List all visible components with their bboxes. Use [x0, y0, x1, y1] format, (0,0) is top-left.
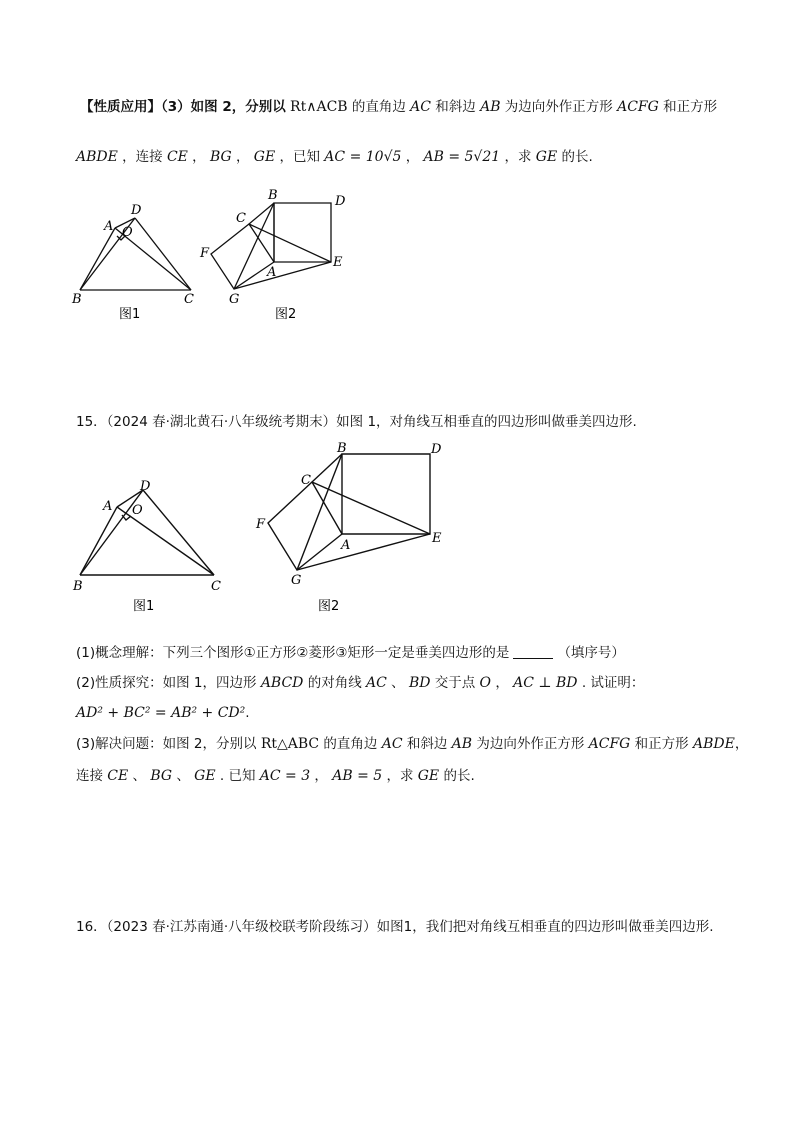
text: 的直角边	[351, 99, 406, 115]
text: .	[245, 705, 250, 721]
label-B: B	[72, 292, 82, 307]
math: AC	[410, 99, 431, 115]
text: 和斜边	[435, 99, 476, 115]
question-15-part-2	[76, 673, 644, 693]
text: ，	[236, 149, 250, 165]
label-D: D	[335, 194, 346, 209]
text: 和正方形	[634, 736, 689, 752]
label-E: E	[333, 255, 343, 270]
label-F: F	[200, 246, 210, 261]
label-G: G	[291, 573, 302, 588]
text: 和斜边	[406, 736, 448, 752]
math: GE	[417, 768, 440, 784]
text: (2)性质探究：如图 1，四边形	[76, 675, 257, 691]
math: AC	[366, 675, 387, 691]
text: 为边向外作正方形	[476, 736, 585, 752]
math: AB = 5√21	[423, 149, 501, 165]
text: ，求	[386, 768, 414, 784]
label-F: F	[256, 517, 266, 532]
question-15-part-2-equation	[76, 703, 250, 723]
math: AB	[480, 99, 501, 115]
text: 、	[391, 675, 405, 691]
text: 、	[132, 768, 147, 784]
question-15-part-3-cont	[76, 766, 475, 786]
text: ，求	[504, 149, 532, 165]
figure-caption: 图2	[275, 307, 297, 322]
label-B: B	[73, 579, 83, 594]
text: 为边向外作正方形	[504, 99, 613, 115]
math: BG	[209, 149, 232, 165]
text: ，已知	[279, 149, 320, 165]
math: AB = 5	[332, 768, 383, 784]
text: （填序号）	[557, 645, 625, 661]
figure-caption: 图2	[318, 599, 340, 614]
text: . 已知	[219, 768, 256, 784]
text: (1)概念理解：下列三个图形①正方形②菱形③矩形一定是垂美四边形的是	[76, 645, 510, 661]
text: ，	[734, 736, 749, 752]
text: . 试证明：	[581, 675, 645, 691]
figure-caption: 图1	[133, 599, 155, 614]
answer-blank[interactable]	[513, 644, 553, 659]
text: 的长.	[443, 768, 475, 784]
label-A: A	[267, 265, 277, 280]
math: GE	[535, 149, 558, 165]
text: 、	[176, 768, 190, 784]
label-O: O	[132, 503, 143, 518]
math: ACFG	[617, 99, 659, 115]
math: BG	[150, 768, 173, 784]
math: AC ⊥ BD	[513, 675, 578, 691]
text: 的对角线	[307, 675, 362, 691]
math: ABDE	[692, 736, 735, 752]
text: ，	[192, 149, 206, 165]
math: GE	[194, 768, 216, 784]
math: ABDE	[76, 149, 118, 165]
label-A: A	[103, 499, 113, 514]
label-D: D	[431, 442, 442, 457]
label-B: B	[337, 441, 347, 456]
label-A: A	[104, 219, 114, 234]
math: CE	[166, 149, 188, 165]
label-D: D	[140, 479, 151, 494]
figure-caption: 图1	[119, 307, 141, 322]
math: ABCD	[260, 675, 304, 691]
label-B: B	[268, 188, 278, 203]
math: ACFG	[588, 736, 631, 752]
math: AC = 10√5	[324, 149, 402, 165]
text: 【性质应用】（3）如图 2，分别以	[80, 99, 286, 115]
label-A: A	[341, 538, 351, 553]
math: BD	[408, 675, 431, 691]
math: GE	[253, 149, 276, 165]
text: (3)解决问题：如图 2，分别以	[76, 736, 257, 752]
label-C: C	[211, 579, 221, 594]
math: AD² + BC² = AB² + CD²	[76, 705, 246, 721]
question-15-title: 15．（2024 春·湖北黄石·八年级统考期末）如图 1，对角线互相垂直的四边形叫做垂美四边形.	[76, 414, 637, 430]
label-C: C	[236, 211, 246, 226]
text: 和正方形	[663, 99, 718, 115]
label-G: G	[229, 292, 240, 307]
text: 交于点	[434, 675, 476, 691]
label-D: D	[131, 203, 142, 218]
label-E: E	[432, 531, 442, 546]
text: 连接	[76, 768, 103, 784]
label-C: C	[301, 473, 311, 488]
text: ，	[405, 149, 420, 165]
question-15-part-1	[76, 643, 625, 663]
text: 的长.	[561, 149, 593, 165]
label-O: O	[122, 225, 133, 240]
text: ，	[314, 768, 328, 784]
question-16-title: 16．（2023 春·江苏南通·八年级校联考阶段练习）如图1，我们把对角线互相垂直的四边形叫做垂美四边形.	[76, 919, 714, 935]
label-C: C	[184, 292, 194, 307]
math: CE	[107, 768, 129, 784]
math: Rt△ABC	[260, 736, 320, 752]
text: ，连接	[122, 149, 163, 165]
text: ，	[495, 675, 509, 691]
math: AC = 3	[259, 768, 311, 784]
question-15-part-3	[76, 734, 748, 754]
math: AB	[451, 736, 473, 752]
text: 的直角边	[323, 736, 378, 752]
math: AC	[381, 736, 403, 752]
math: O	[479, 675, 492, 691]
math: Rt∧ACB	[290, 99, 348, 115]
